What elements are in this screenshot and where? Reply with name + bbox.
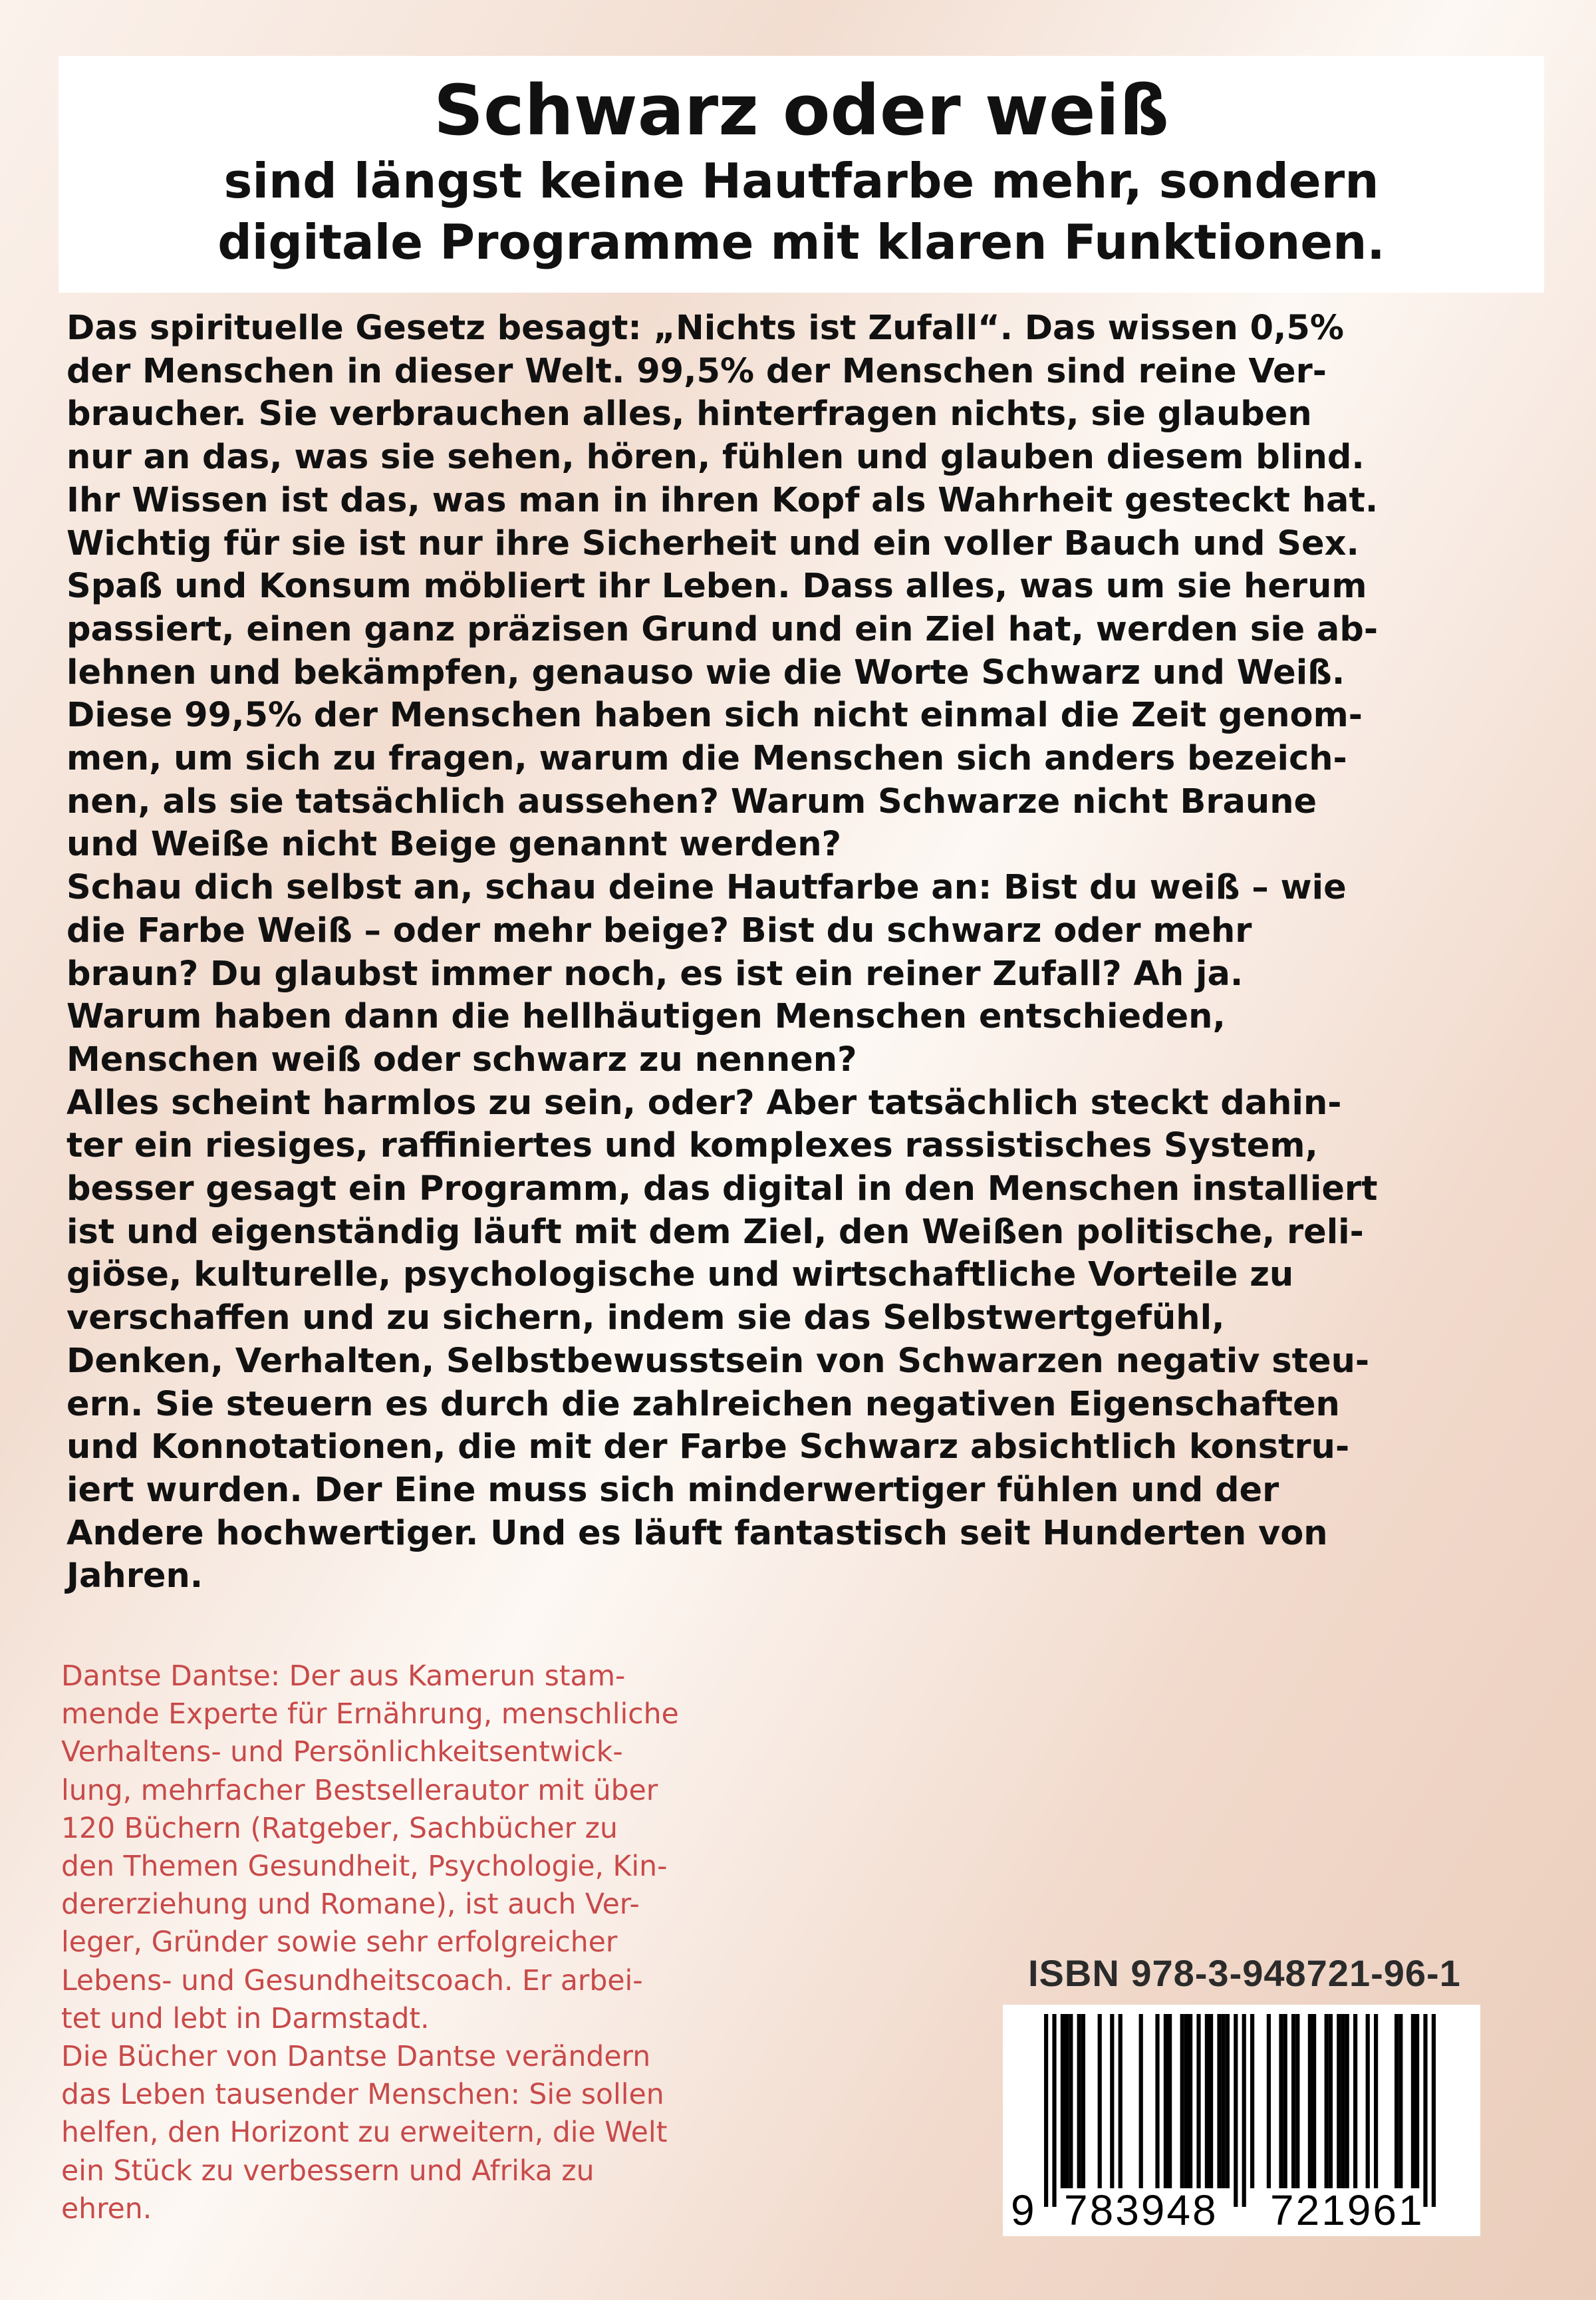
barcode-bar [1283,2014,1287,2188]
barcode-bar [1061,2014,1065,2188]
barcode-bar [1196,2014,1200,2188]
barcode-bar [1069,2014,1073,2188]
subtitle-line-1: sind längst keine Hautfarbe mehr, sondern [223,153,1379,209]
barcode-bar [1139,2014,1143,2188]
barcode-bar [1188,2014,1192,2188]
barcode-bar [1205,2014,1209,2188]
barcode-bar [1119,2014,1123,2188]
subtitle-line-2: digitale Programme mit klaren Funktionen. [217,214,1385,270]
barcode-digits-right: 721961 [1270,2186,1424,2234]
barcode-bar [1308,2014,1312,2188]
barcode-bar [1366,2014,1370,2188]
barcode-bar [1312,2014,1316,2188]
barcode-bar [1395,2014,1398,2188]
barcode-digits [1003,2186,1480,2233]
barcode-bar [1325,2014,1329,2188]
barcode-bar [1168,2014,1172,2188]
barcode-bar [1423,2014,1427,2207]
barcode-bar [1250,2014,1254,2188]
barcode [1003,2005,1480,2236]
isbn-label: ISBN 978-3-948721-96-1 [1028,1952,1461,1994]
barcode-bar [1374,2014,1378,2188]
barcode-bar [1267,2014,1271,2188]
barcode-digit-first: 9 [1011,2186,1035,2234]
barcode-bar [1155,2014,1159,2188]
barcode-bar [1329,2014,1333,2188]
barcode-bar [1432,2014,1436,2207]
barcode-bar [1242,2014,1246,2207]
barcode-bar [1345,2014,1349,2188]
barcode-bar [1044,2014,1048,2207]
barcode-bar [1180,2014,1184,2188]
barcode-bar [1411,2014,1415,2188]
barcode-bar [1052,2014,1056,2207]
barcode-bar [1415,2014,1419,2188]
barcode-bar [1065,2014,1069,2188]
barcode-bar [1337,2014,1341,2188]
barcode-bar [1398,2014,1402,2188]
barcode-bar [1209,2014,1213,2188]
barcode-bar [1098,2014,1102,2188]
barcode-bar [1110,2014,1114,2188]
barcode-digits-left: 783948 [1064,2186,1218,2234]
barcode-bar [1234,2014,1238,2207]
author-bio: Dantse Dantse: Der aus Kamerun stam- mende Experte für Ernährung, menschliche Verhaltens- und Persönlichkeitsentwick- lung, mehrfacher Bestsellerautor mit über 120 Büchern (Ratgeber, Sachbücher zu den Themen Gesundheit, Psychologie, Kin- dererziehung und Romane), ist auch Ver- leger, Gründer sowie sehr erfolgreicher Lebens- und Gesundheitscoach. Er arbei- tet und lebt in Darmstadt. Die Bücher von Dantse Dantse verändern das Leben tausender Menschen: Sie sollen helfen, den Horizont zu erweitern, die Welt ein Stück zu verbessern und Afrika zu ehren. [61,1660,679,2226]
barcode-bar [1295,2014,1299,2188]
barcode-bar [1279,2014,1283,2188]
barcode-bar [1341,2014,1345,2188]
body-text: Das spirituelle Gesetz besagt: „Nichts ist Zufall“. Das wissen 0,5% der Menschen in dieser Welt. 99,5% der Menschen sind reine Ver- braucher. Sie verbrauchen alles, hinterfragen nichts, sie glauben nur an das, was sie sehen, hören, fühlen und glauben diesem blind. Ihr Wissen ist das, was man in ihren Kopf als Wahrheit gesteckt hat. Wichtig für sie ist nur ihre Sicherheit und ein voller Bauch und Sex. Spaß und Konsum möbliert ihr Leben. Dass alles, was um sie herum passiert, einen ganz präzisen Grund und ein Ziel hat, werden sie ab- lehnen und bekämpfen, genauso wie die Worte Schwarz und Weiß. Diese 99,5% der Menschen haben sich nicht einmal die Zeit genom- men, um sich zu fragen, warum die Menschen sich anders bezeich- nen, als sie tatsächlich aussehen? Warum Schwarze nicht Braune und Weiße nicht Beige genannt werden? Schau dich selbst an, schau deine Hautfarbe an: Bist du weiß – wie die Farbe Weiß – oder mehr beige? Bist du schwarz oder mehr braun? Du glaubst immer noch, es ist ein reiner Zufall? Ah ja. Warum haben dann die hellhäutigen Menschen entschieden, Menschen weiß oder schwarz zu nennen? Alles scheint harmlos zu sein, oder? Aber tatsächlich steckt dahin- ter ein riesiges, raffiniertes und komplexes rassistisches System, besser gesagt ein Programm, das digital in den Menschen installiert ist und eigenständig läuft mit dem Ziel, den Weißen politische, reli- giöse, kulturelle, psychologische und wirtschaftliche Vorteile zu verschaffen und zu sichern, indem sie das Selbstwertgefühl, Denken, Verhalten, Selbstbewusstsein von Schwarzen negativ steu- ern. Sie steuern es durch die zahlreichen negativen Eigenschaften und Konnotationen, die mit der Farbe Schwarz absichtlich konstru- iert wurden. Der Eine muss sich minderwertiger fühlen und der Andere hochwertiger. Und es läuft fantastisch seit Hunderten von Jahren. [66,309,1379,1596]
barcode-bar [1077,2014,1081,2188]
barcode-bar [1081,2014,1085,2188]
barcode-bar [1184,2014,1188,2188]
barcode-bar [1217,2014,1221,2188]
title-box [59,56,1544,293]
barcode-bar [1164,2014,1168,2188]
page-title: Schwarz oder weiß [434,70,1169,151]
barcode-bar [1353,2014,1357,2188]
barcode-bar [1222,2014,1226,2188]
barcode-bar [1226,2014,1230,2188]
barcode-bar [1291,2014,1295,2188]
